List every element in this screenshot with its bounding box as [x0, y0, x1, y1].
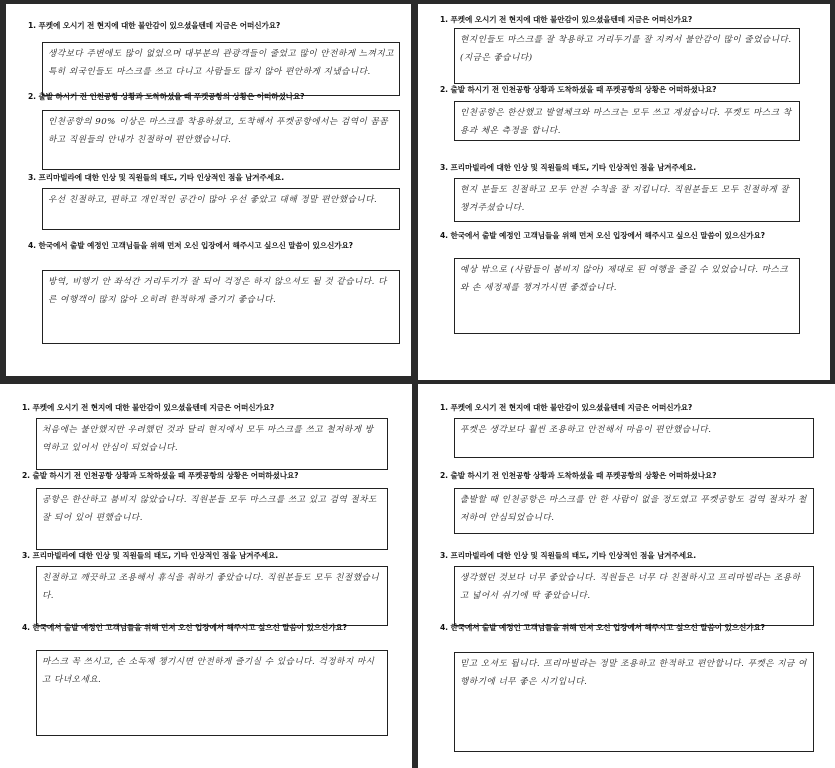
survey-sheet-top-right: [418, 4, 830, 380]
handwritten-answer-3: 우선 친절하고, 편하고 개인적인 공간이 많아 우선 좋았고 대해 정말 편안했습니다.: [48, 195, 378, 205]
question-4: 4. 한국에서 출발 예정인 고객님들을 위해 먼저 오신 입장에서 해주시고 싶으신 말씀이 있으신가요?: [440, 231, 765, 240]
answer-box-1: [42, 42, 400, 96]
question-3: 3. 프리마빌라에 대한 인상 및 직원들의 태도, 기타 인상적인 점을 남겨주세요.: [28, 173, 285, 182]
handwritten-answer-1: 현지인들도 마스크를 잘 착용하고 거리두기를 잘 지켜서 불안감이 많이 줄었습니다. (지금은 좋습니다): [460, 35, 792, 63]
handwritten-answer-1: 처음에는 불안했지만 우려했던 것과 달리 현지에서 모두 마스크를 쓰고 철저하게 방역하고 있어서 안심이 되었습니다.: [42, 425, 374, 453]
question-2: 2. 출발 하시기 전 인천공항 상황과 도착하셨을 때 푸켓공항의 상황은 어떠하셨나요?: [28, 92, 305, 101]
answer-box-3: [36, 566, 388, 626]
question-1: 1. 푸켓에 오시기 전 현지에 대한 불안감이 있으셨을텐데 지금은 어떠신가요?: [440, 403, 693, 412]
handwritten-answer-4: 마스크 꼭 쓰시고, 손 소독제 챙기시면 안전하게 즐기실 수 있습니다. 걱정하지 마시고 다녀오세요.: [42, 657, 375, 685]
handwritten-answer-2: 인천공항은 한산했고 발열체크와 마스크는 모두 쓰고 계셨습니다. 푸켓도 마스크 착용과 체온 측정을 합니다.: [460, 108, 792, 136]
handwritten-answer-1: 생각보다 주변에도 많이 없었으며 대부분의 관광객들이 줄었고 많이 안전하게 느껴지고 특히 외국인들도 마스크를 쓰고 다니고 사람들도 많지 않아 편안하게 지냈습니다.: [48, 49, 394, 77]
question-1: 1. 푸켓에 오시기 전 현지에 대한 불안감이 있으셨을텐데 지금은 어떠신가요?: [22, 403, 275, 412]
answer-box-2: [454, 488, 814, 534]
answer-box-2: [36, 488, 388, 550]
question-3: 3. 프리마빌라에 대한 인상 및 직원들의 태도, 기타 인상적인 점을 남겨주세요.: [440, 551, 697, 560]
question-3: 3. 프리마빌라에 대한 인상 및 직원들의 태도, 기타 인상적인 점을 남겨주세요.: [440, 163, 697, 172]
answer-box-1: [36, 418, 388, 470]
answer-box-4: [454, 258, 800, 334]
answer-box-2: [42, 110, 400, 170]
question-2: 2. 출발 하시기 전 인천공항 상황과 도착하셨을 때 푸켓공항의 상황은 어떠하셨나요?: [440, 471, 717, 480]
answer-box-4: [36, 650, 388, 736]
handwritten-answer-1: 푸켓은 생각보다 훨씬 조용하고 안전해서 마음이 편안했습니다.: [460, 425, 712, 435]
survey-sheet-bottom-left: [0, 384, 412, 768]
survey-sheet-top-left: [6, 4, 411, 376]
handwritten-answer-4: 믿고 오셔도 됩니다. 프리마빌라는 정말 조용하고 한적하고 편안합니다. 푸켓은 지금 여행하기에 너무 좋은 시기입니다.: [460, 659, 807, 687]
handwritten-answer-2: 출발할 때 인천공항은 마스크를 안 한 사람이 없을 정도였고 푸켓공항도 검역 절차가 철저하여 안심되었습니다.: [460, 495, 807, 523]
handwritten-answer-3: 생각했던 것보다 너무 좋았습니다. 직원들은 너무 다 친절하시고 프리마빌라는 조용하고 넓어서 쉬기에 딱 좋았습니다.: [460, 573, 801, 601]
handwritten-answer-2: 공항은 한산하고 붐비지 않았습니다. 직원분들 모두 마스크를 쓰고 있고 검역 절차도 잘 되어 있어 편했습니다.: [42, 495, 377, 523]
question-1: 1. 푸켓에 오시기 전 현지에 대한 불안감이 있으셨을텐데 지금은 어떠신가요?: [440, 15, 693, 24]
handwritten-answer-3: 친절하고 깨끗하고 조용해서 휴식을 취하기 좋았습니다. 직원분들도 모두 친절했습니다.: [42, 573, 380, 601]
answer-box-1: [454, 28, 800, 84]
answer-box-4: [42, 270, 400, 344]
answer-box-2: [454, 101, 800, 141]
question-4: 4. 한국에서 출발 예정인 고객님들을 위해 먼저 오신 입장에서 해주시고 싶으신 말씀이 있으신가요?: [28, 241, 353, 250]
answer-box-3: [454, 566, 814, 626]
handwritten-answer-4: 예상 밖으로 (사람들이 붐비지 않아) 제대로 된 여행을 즐길 수 있었습니다. 마스크와 손 세정제를 챙겨가시면 좋겠습니다.: [460, 265, 789, 293]
question-3: 3. 프리마빌라에 대한 인상 및 직원들의 태도, 기타 인상적인 점을 남겨주세요.: [22, 551, 279, 560]
answer-box-3: [454, 178, 800, 222]
answer-box-1: [454, 418, 814, 458]
handwritten-answer-2: 인천공항의 90% 이상은 마스크를 착용하셨고, 도착해서 푸켓공항에서는 검역이 꼼꼼하고 직원들의 안내가 친절하여 편안했습니다.: [48, 117, 389, 145]
question-1: 1. 푸켓에 오시기 전 현지에 대한 불안감이 있으셨을텐데 지금은 어떠신가요?: [28, 21, 281, 30]
survey-sheet-bottom-right: [418, 384, 835, 768]
question-4: 4. 한국에서 출발 예정인 고객님들을 위해 먼저 오신 입장에서 해주시고 싶으신 말씀이 있으신가요?: [22, 623, 347, 632]
answer-box-4: [454, 652, 814, 752]
handwritten-answer-4: 방역, 비행기 안 좌석간 거리두기가 잘 되어 걱정은 하지 않으셔도 될 것 같습니다. 다른 여행객이 많지 않아 오히려 한적하게 즐기기 좋습니다.: [48, 277, 387, 305]
question-4: 4. 한국에서 출발 예정인 고객님들을 위해 먼저 오신 입장에서 해주시고 싶으신 말씀이 있으신가요?: [440, 623, 765, 632]
question-2: 2. 출발 하시기 전 인천공항 상황과 도착하셨을 때 푸켓공항의 상황은 어떠하셨나요?: [22, 471, 299, 480]
question-2: 2. 출발 하시기 전 인천공항 상황과 도착하셨을 때 푸켓공항의 상황은 어떠하셨나요?: [440, 85, 717, 94]
handwritten-answer-3: 현지 분들도 친절하고 모두 안전 수칙을 잘 지킵니다. 직원분들도 모두 친절하게 잘 챙겨주셨습니다.: [460, 185, 790, 213]
answer-box-3: [42, 188, 400, 230]
